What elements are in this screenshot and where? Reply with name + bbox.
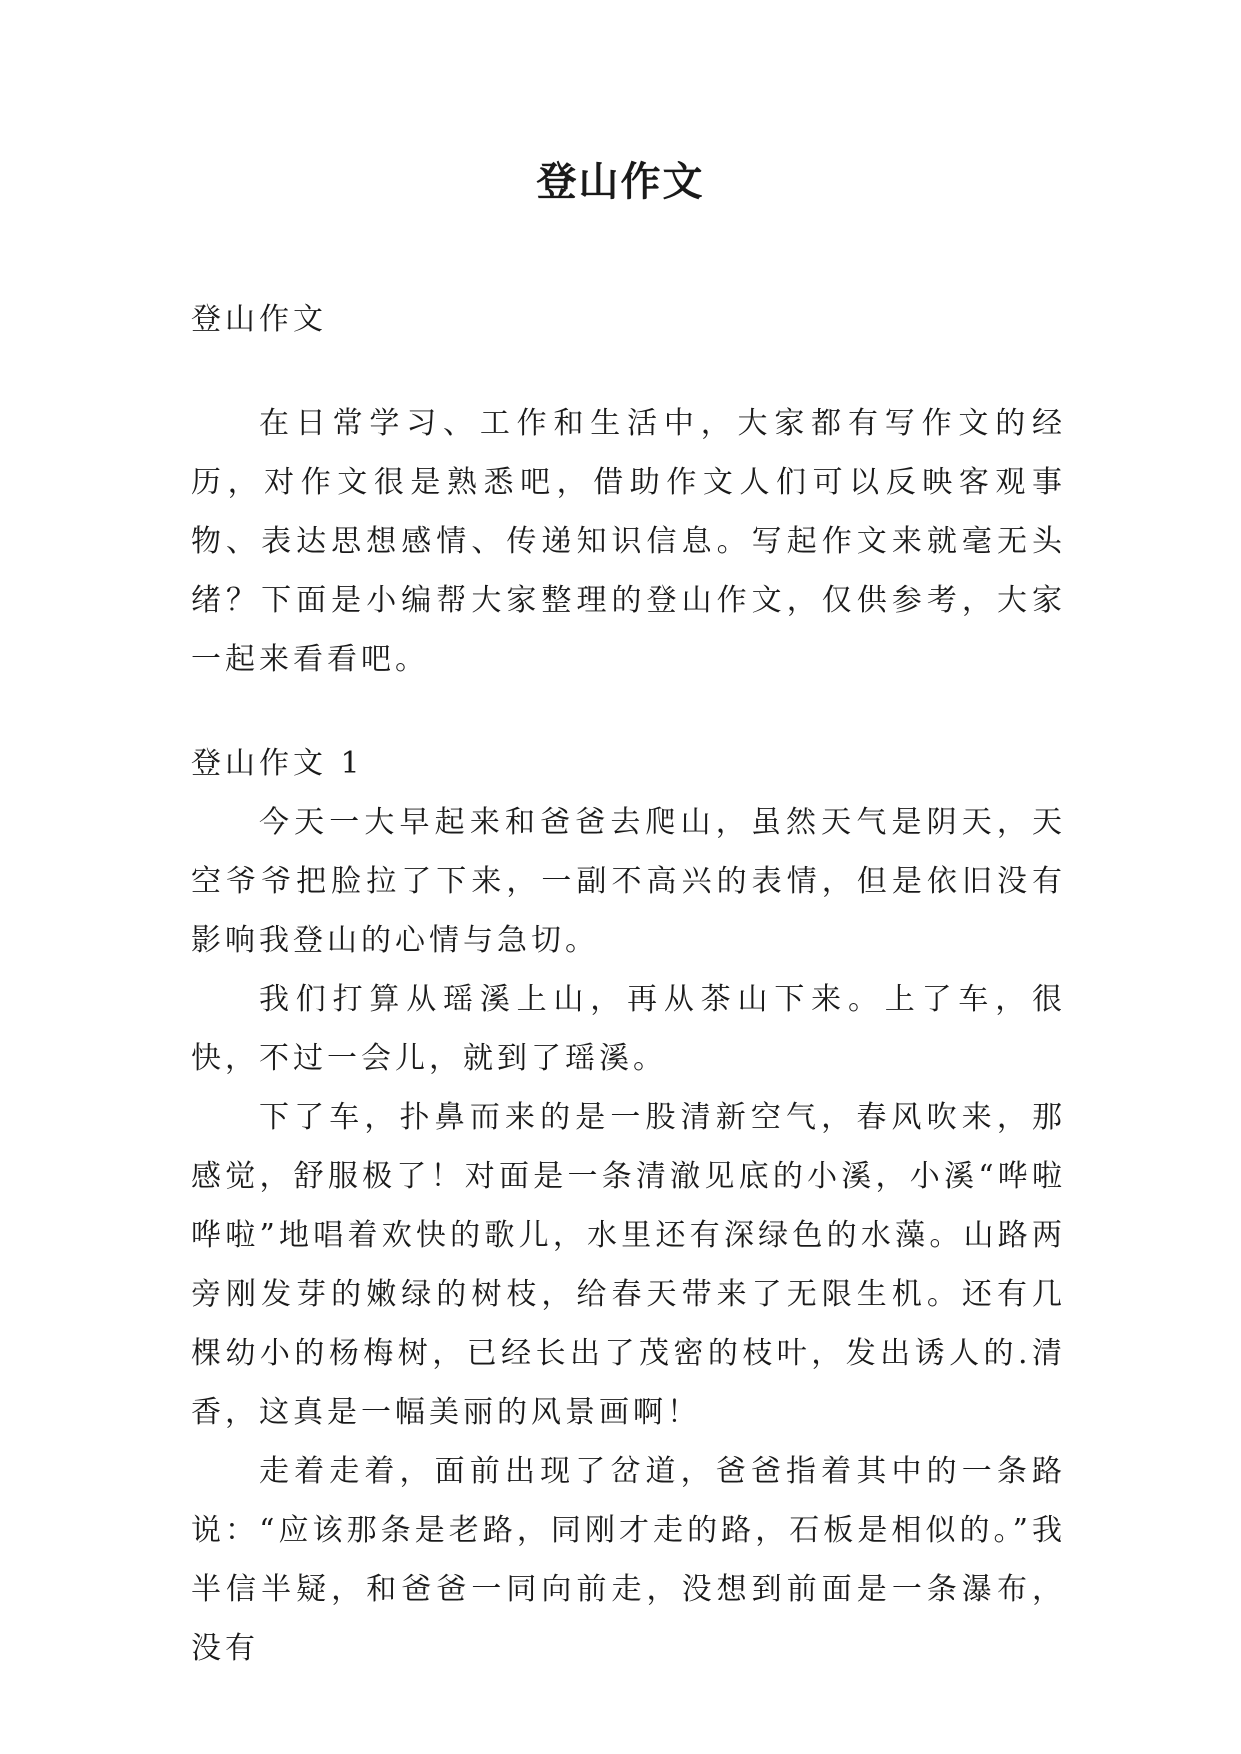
document-subtitle: 登山作文 [191, 302, 327, 337]
essay-heading: 登山作文 1 [191, 746, 364, 781]
essay-paragraph: 我们打算从瑶溪上山，再从茶山下来。上了车，很快，不过一会儿，就到了瑶溪。 [191, 982, 1066, 1076]
document-title: 登山作文 [536, 159, 705, 205]
essay-paragraph: 下了车，扑鼻而来的是一股清新空气，春风吹来，那感觉，舒服极了！对面是一条清澈见底的小溪，小溪“哗啦哗啦”地唱着欢快的歌儿，水里还有深绿色的水藻。山路两旁刚发芽的嫩绿的树枝，给春天带来了无限生机。还有几棵幼小的杨梅树，已经长出了茂密的枝叶，发出诱人的.清香，这真是一幅美丽的风景画啊！ [191, 1100, 1066, 1430]
spacer [191, 349, 1066, 394]
essay-paragraph: 今天一大早起来和爸爸去爬山，虽然天气是阴天，天空爷爷把脸拉了下来，一副不高兴的表情，但是依旧没有影响我登山的心情与急切。 [191, 805, 1066, 958]
intro-paragraph: 在日常学习、工作和生活中，大家都有写作文的经历，对作文很是熟悉吧，借助作文人们可以反映客观事物、表达思想感情、传递知识信息。写起作文来就毫无头绪？下面是小编帮大家整理的登山作文，仅供参考，大家一起来看看吧。 [191, 406, 1066, 677]
document-body [191, 290, 1066, 1678]
essay-paragraph: 走着走着，面前出现了岔道，爸爸指着其中的一条路说：“应该那条是老路，同刚才走的路，石板是相似的。”我半信半疑，和爸爸一同向前走，没想到前面是一条瀑布，没有 [191, 1454, 1066, 1666]
spacer [191, 689, 1066, 734]
